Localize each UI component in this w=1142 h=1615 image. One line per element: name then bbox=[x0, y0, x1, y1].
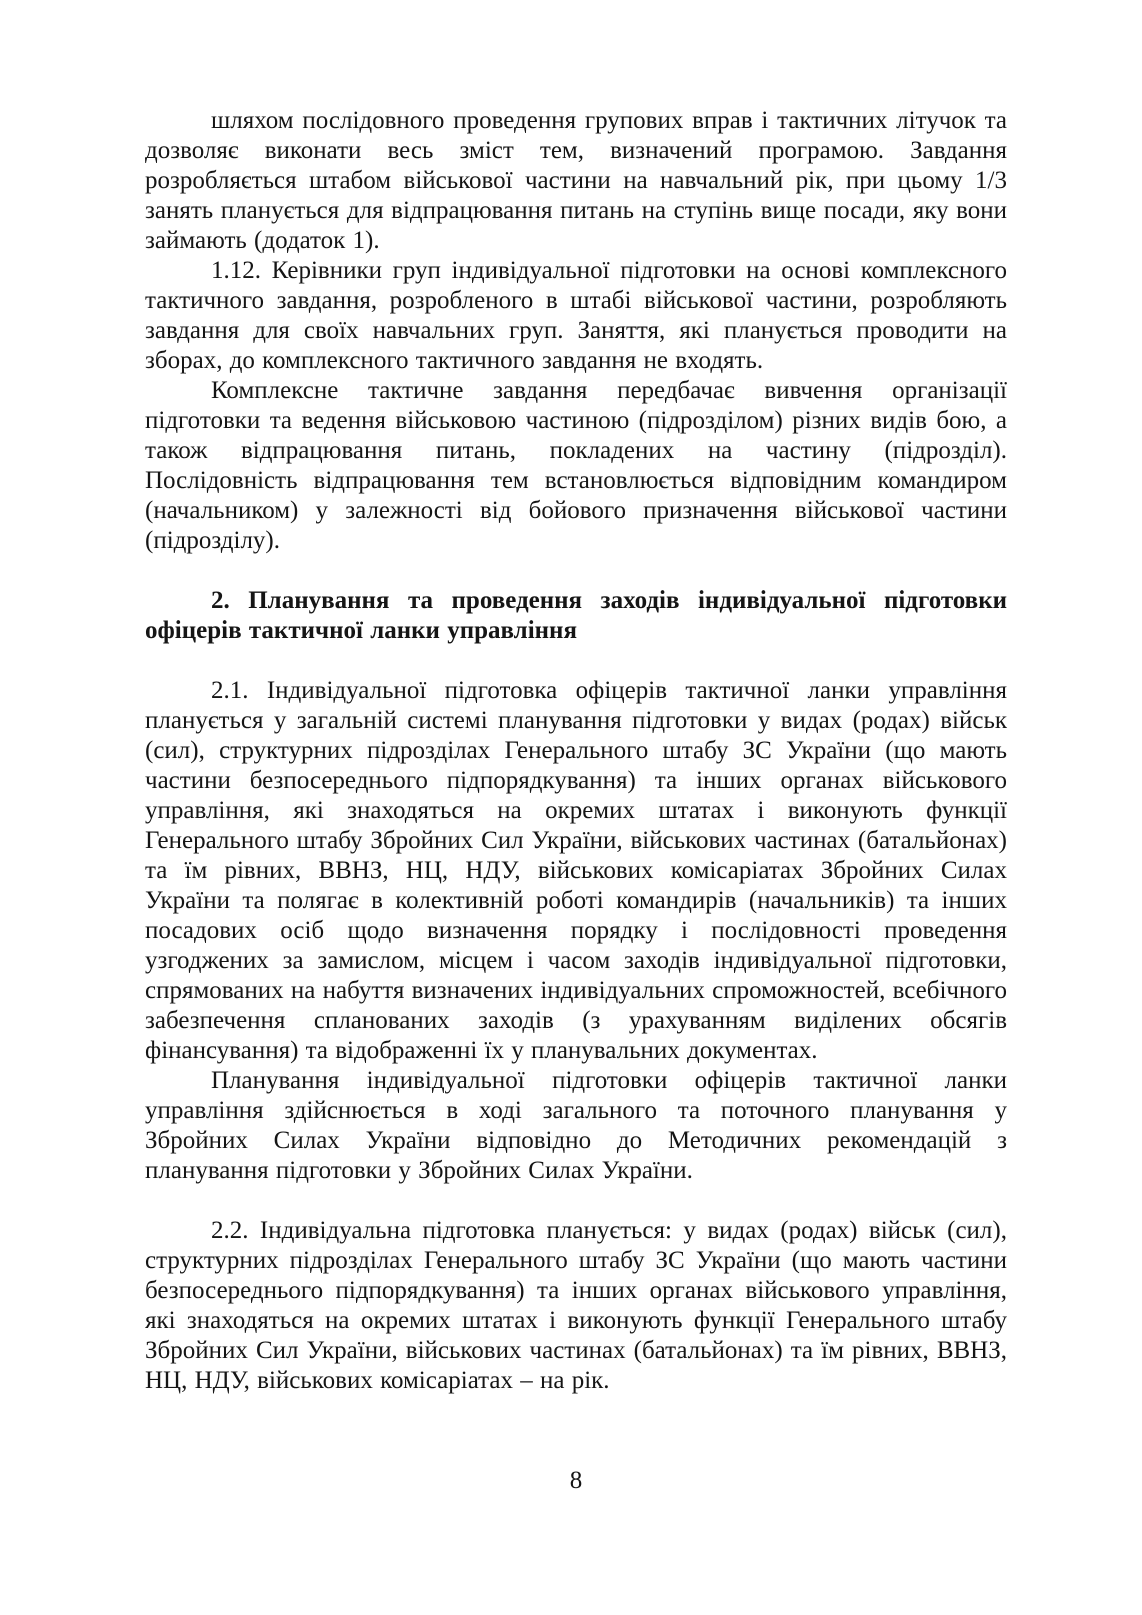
page-number: 8 bbox=[569, 1467, 583, 1494]
paragraph-2-2-planning-yearly: 2.2. Індивідуальна підготовка планується: у видах (родах) військ (сил), структурних підрозділах Генерального штабу ЗС України (що мають частини безпосереднього підпорядкування) та інших органах військового управління, які знаходяться на окремих штатах і виконують функції Генерального штабу Збройних Сил України, військових частинах (батальйонах) та їм рівних, ВВНЗ, НЦ, НДУ, військових комісаріатах – на рік. bbox=[145, 1217, 1007, 1394]
paragraph-1-12-group-leaders: 1.12. Керівники груп індивідуальної підготовки на основі комплексного тактичного завдання, розробленого в штабі військової частини, розробляють завдання для своїх навчальних груп. Заняття, які планується проводити на зборах, до комплексного тактичного завдання не входять. bbox=[145, 257, 1007, 374]
paragraph-2-1-individual-training: 2.1. Індивідуальної підготовка офіцерів тактичної ланки управління планується у загальній системі планування підготовки у видах (родах) військ (сил), структурних підрозділах Генерального штабу ЗС України (що мають частини безпосереднього підпорядкування) та інших органах військового управління, які знаходяться на окремих штатах і виконують функції Генерального штабу Збройних Сил України, військових частинах (батальйонах) та їм рівних, ВВНЗ, НЦ, НДУ, військових комісаріатах Збройних Силах України та полягає в колективній роботі командирів (начальників) та інших посадових осіб щодо визначення порядку і послідовності проведення узгоджених за замислом, місцем і часом заходів індивідуальної підготовки, спрямованих на набуття визначених індивідуальних спроможностей, всебічного забезпечення спланованих заходів (з урахуванням виділених обсягів фінансування) та відображенні їх у планувальних документах. bbox=[145, 677, 1007, 1064]
paragraph-complex-tactical-task: Комплексне тактичне завдання передбачає вивчення організації підготовки та ведення військовою частиною (підрозділом) різних видів бою, а також відпрацювання питань, покладених на частину (підрозділ). Послідовність відпрацювання тем встановлюється відповідним командиром (начальником) у залежності від бойового призначення військової частини (підрозділу). bbox=[145, 377, 1007, 554]
paragraph-planning-officers: Планування індивідуальної підготовки офіцерів тактичної ланки управління здійснюється в ході загального та поточного планування у Збройних Силах України відповідно до Методичних рекомендацій з планування підготовки у Збройних Силах України. bbox=[145, 1067, 1007, 1184]
paragraph-continuation-group-exercises: шляхом послідовного проведення групових вправ і тактичних літучок та дозволяє виконати весь зміст тем, визначений програмою. Завдання розробляється штабом військової частини на навчальний рік, при цьому 1/3 занять планується для відпрацювання питань на ступінь вище посади, яку вони займають (додаток 1). bbox=[145, 107, 1007, 254]
section-2-heading: 2. Планування та проведення заходів індивідуальної підготовки офіцерів тактичної ланки управління bbox=[145, 587, 1007, 644]
